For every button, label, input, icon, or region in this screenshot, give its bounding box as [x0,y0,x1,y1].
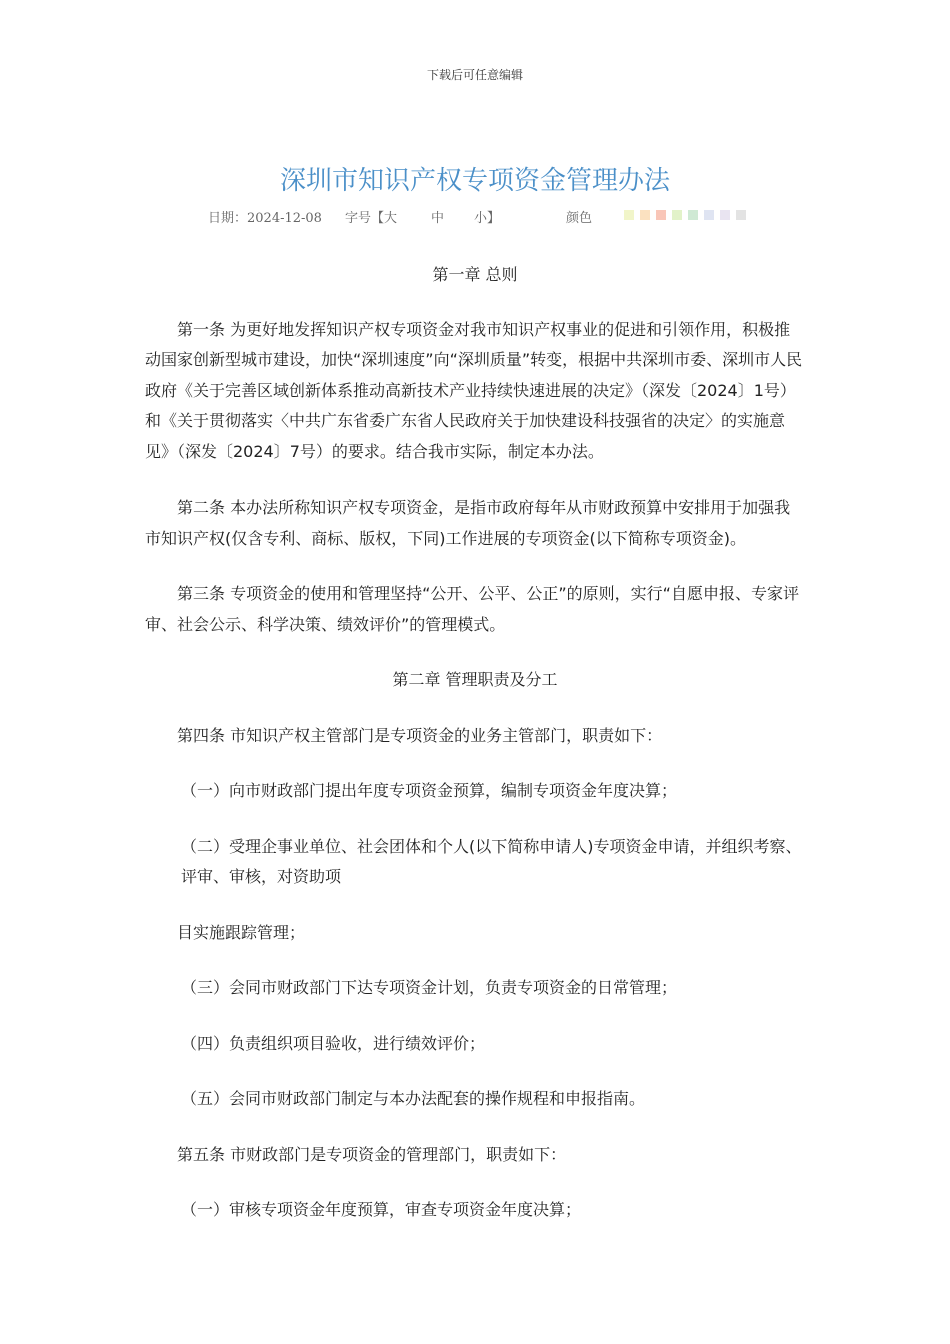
color-swatch[interactable] [656,210,666,220]
article-paragraph: 第一条 为更好地发挥知识产权专项资金对我市知识产权事业的促进和引领作用，积极推动国家创新型城市建设，加快“深圳速度”向“深圳质量”转变，根据中共深圳市委、深圳市人民政府《关于完善区域创新体系推动高新技术产业持续快速进展的决定》（深发〔2024〕1号）和《关于贯彻落实〈中共广东省委广东省人民政府关于加快建设科技强省的决定〉的实施意见》（深发〔2024〕7号）的要求。结合我市实际，制定本办法。 [145,319,803,461]
list-item: （五）会同市财政部门制定与本办法配套的操作规程和申报指南。 [181,1089,646,1108]
chapter-heading: 第一章 总则 [432,265,518,284]
header-note: 下载后可任意编辑 [426,68,523,82]
color-swatch[interactable] [640,210,650,220]
page-title: 深圳市知识产权专项资金管理办法 [279,166,670,196]
article-paragraph: 第四条 市知识产权主管部门是专项资金的业务主管部门，职责如下： [177,725,663,745]
font-size-medium-link[interactable]: 中 [431,211,445,226]
color-label: 颜色 [566,211,593,226]
color-swatch[interactable] [624,210,634,220]
list-item: （三）会同市财政部门下达专项资金计划，负责专项资金的日常管理； [181,978,678,997]
publish-date: 日期：2024-12-08 [208,211,322,226]
chapter-heading: 第二章 管理职责及分工 [392,670,558,689]
font-size-large-link[interactable]: 字号【大 [345,211,398,226]
article-body [145,260,805,1226]
list-item: 目实施跟踪管理； [177,922,306,942]
article-paragraph: 第三条 专项资金的使用和管理坚持“公开、公平、公正”的原则，实行“自愿申报、专家评审、社会公示、科学决策、绩效评价”的管理模式。 [145,584,799,634]
list-item: （一）审核专项资金年度预算，审查专项资金年度决算； [181,1200,582,1219]
list-item: （二）受理企事业单位、社会团体和个人(以下简称申请人)专项资金申请，并组织考察、评审、审核，对资助项 [181,836,802,886]
article-paragraph: 第五条 市财政部门是专项资金的管理部门，职责如下： [177,1144,567,1164]
article-paragraph: 第二条 本办法所称知识产权专项资金，是指市政府每年从市财政预算中安排用于加强我市知识产权(仅含专利、商标、版权，下同)工作进展的专项资金(以下简称专项资金)。 [145,498,791,548]
font-size-small-link[interactable]: 小】 [474,211,501,226]
color-swatch[interactable] [672,210,682,220]
color-swatch[interactable] [736,210,746,220]
color-swatch[interactable] [720,210,730,220]
list-item: （四）负责组织项目验收，进行绩效评价； [181,1033,486,1053]
color-swatch[interactable] [688,210,698,220]
color-swatch[interactable] [704,210,714,220]
list-item: （一）向市财政部门提出年度专项资金预算，编制专项资金年度决算； [181,781,678,800]
